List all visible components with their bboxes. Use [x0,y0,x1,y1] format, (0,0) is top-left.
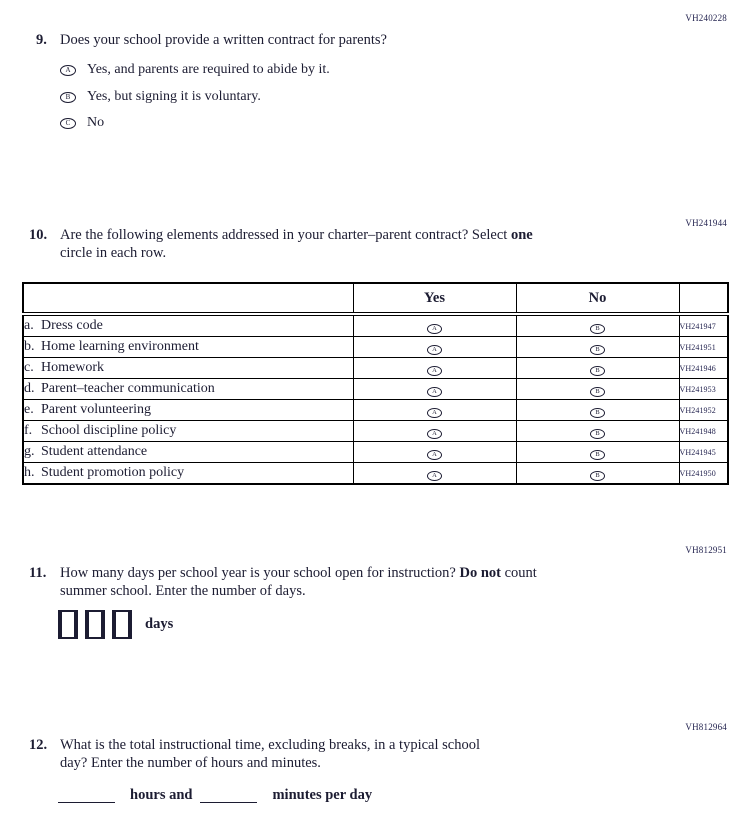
q12-text-line2: day? Enter the number of hours and minutes. [60,754,321,771]
row-g-yes-circle[interactable]: A [427,450,442,460]
table-row [23,314,728,337]
q10-yes-no-table [22,282,729,485]
header-no: No [516,283,679,314]
row-f-item: f. [24,423,33,438]
row-c-item: c. [24,360,34,375]
row-g-no-circle[interactable]: B [590,450,605,460]
q12-number: 12. [29,737,48,753]
radio-circle-b-icon[interactable]: B [60,92,76,103]
table-row [23,379,728,400]
q9-number: 9. [36,32,47,48]
header-yes: Yes [353,283,516,314]
q9-option-c [60,115,104,131]
q11-number: 11. [29,565,47,581]
q10-text-line2: circle in each row. [60,244,167,261]
minutes-blank[interactable] [200,787,257,803]
row-e-code: VH241952 [679,400,728,421]
radio-circle-c-icon[interactable]: C [60,118,76,129]
days-unit-label: days [145,616,174,632]
q9-question [36,32,716,50]
q11-text-post: count [504,565,537,581]
days-digit-box-2[interactable] [85,610,105,639]
row-h-yes-circle[interactable]: A [427,471,442,481]
row-d-label: Parent–teacher communication [41,381,215,396]
q9-accession-code: VH240228 [685,13,727,23]
q10-question [29,227,719,262]
q10-text-pre: Are the following elements addressed in your charter–parent contract? Select [60,227,508,243]
header-blank [23,283,353,314]
days-digit-box-1[interactable] [58,610,78,639]
table-row [23,337,728,358]
row-d-item: d. [24,381,35,396]
table-row [23,463,728,485]
row-d-no-circle[interactable]: B [590,387,605,397]
table-row [23,400,728,421]
row-g-code: VH241945 [679,442,728,463]
radio-circle-a-icon[interactable]: A [60,65,76,76]
q10-text-bold: one [510,227,533,243]
row-g-item: g. [24,444,35,459]
q12-accession-code: VH812964 [685,722,727,732]
row-h-no-circle[interactable]: B [590,471,605,481]
q10-accession-code: VH241944 [685,218,727,228]
table-row [23,358,728,379]
row-c-yes-circle[interactable]: A [427,366,442,376]
q10-text [60,227,660,262]
row-g-label: Student attendance [41,444,148,459]
q11-text-bold: Do not [459,565,501,581]
row-a-item: a. [24,318,34,333]
days-digit-box-3[interactable] [112,610,132,639]
row-e-label: Parent volunteering [41,402,152,417]
row-e-yes-circle[interactable]: A [427,408,442,418]
row-a-code: VH241947 [679,314,728,337]
q11-text [60,565,680,600]
q9-option-a-label: Yes, and parents are required to abide by it. [87,62,330,77]
row-a-yes-circle[interactable]: A [427,324,442,334]
q12-answer-row [58,787,372,803]
header-code-blank [679,283,728,314]
q9-option-c-label: No [87,115,105,130]
q12-text [60,737,680,772]
row-c-label: Homework [41,360,104,375]
q9-option-b [60,89,261,105]
q9-option-b-label: Yes, but signing it is voluntary. [87,89,261,104]
q9-text: Does your school provide a written contract for parents? [60,32,387,48]
q10-number: 10. [29,227,48,243]
q12-text-line1: What is the total instructional time, excluding breaks, in a typical school [60,737,480,753]
q11-answer-boxes [58,610,173,639]
row-h-code: VH241950 [679,463,728,485]
q11-question [29,565,729,600]
row-e-no-circle[interactable]: B [590,408,605,418]
table-row [23,442,728,463]
q11-accession-code: VH812951 [685,545,727,555]
row-c-no-circle[interactable]: B [590,366,605,376]
hours-label: hours and [130,787,193,803]
row-b-label: Home learning environment [41,339,199,354]
row-c-code: VH241946 [679,358,728,379]
row-b-code: VH241951 [679,337,728,358]
q11-text-line2: summer school. Enter the number of days. [60,582,306,599]
row-d-yes-circle[interactable]: A [427,387,442,397]
row-b-no-circle[interactable]: B [590,345,605,355]
row-d-code: VH241953 [679,379,728,400]
row-a-label: Dress code [41,318,103,333]
q9-option-a [60,62,330,78]
table-row [23,421,728,442]
row-h-label: Student promotion policy [41,465,185,480]
row-b-item: b. [24,339,35,354]
table-header-row [23,283,728,314]
row-f-yes-circle[interactable]: A [427,429,442,439]
row-a-no-circle[interactable]: B [590,324,605,334]
row-e-item: e. [24,402,34,417]
row-f-code: VH241948 [679,421,728,442]
q12-question [29,737,729,772]
minutes-label: minutes per day [272,787,373,803]
row-h-item: h. [24,465,35,480]
row-b-yes-circle[interactable]: A [427,345,442,355]
hours-blank[interactable] [58,787,115,803]
q11-text-pre: How many days per school year is your school open for instruction? [60,565,456,581]
row-f-label: School discipline policy [41,423,177,438]
row-f-no-circle[interactable]: B [590,429,605,439]
